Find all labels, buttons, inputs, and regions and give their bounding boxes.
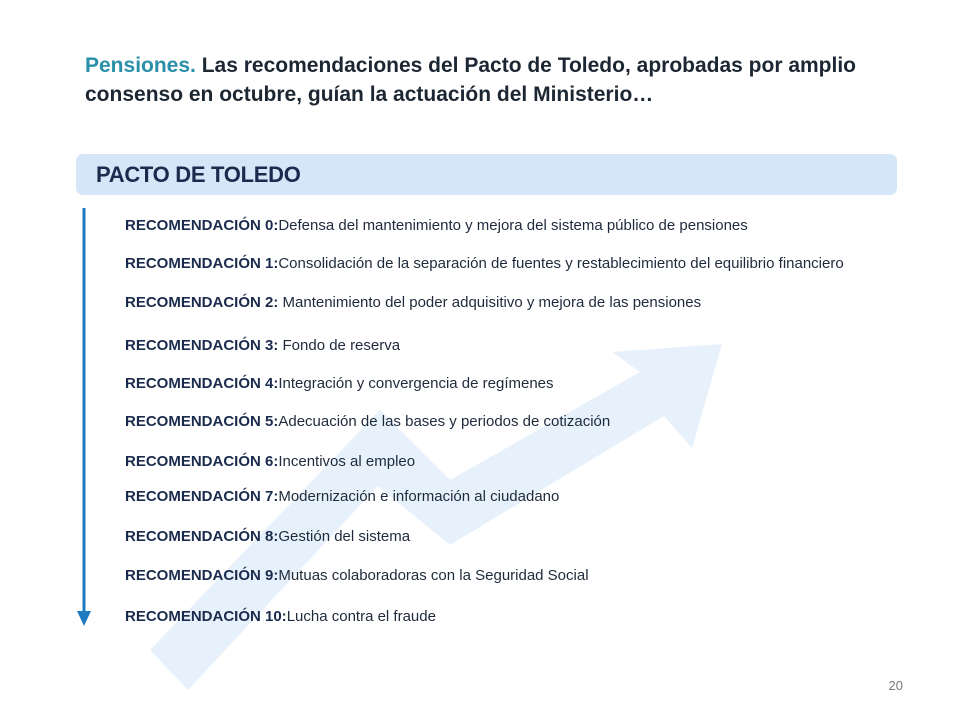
recommendation-label: RECOMENDACIÓN 1:: [125, 255, 279, 272]
recommendation-label: RECOMENDACIÓN 9:: [125, 567, 279, 584]
recommendation-label: RECOMENDACIÓN 8:: [125, 528, 279, 545]
recommendation-text: Mantenimiento del poder adquisitivo y mejora de las pensiones: [278, 294, 702, 311]
list-item-recommendation-0: [125, 216, 915, 236]
recommendation-label: RECOMENDACIÓN 7:: [125, 488, 279, 505]
list-item-recommendation-1: [125, 254, 915, 274]
recommendation-text: Gestión del sistema: [278, 528, 411, 545]
list-item-recommendation-6: [125, 452, 915, 472]
list-item-recommendation-9: [125, 566, 915, 586]
list-item-recommendation-4: [125, 374, 915, 394]
recommendation-text: Integración y convergencia de regímenes: [278, 375, 554, 392]
recommendation-label: RECOMENDACIÓN 3:: [125, 337, 279, 354]
recommendation-text: Consolidación de la separación de fuentes y restablecimiento del equilibrio financiero: [278, 255, 844, 272]
recommendation-label: RECOMENDACIÓN 10:: [125, 608, 287, 625]
recommendation-text: Defensa del mantenimiento y mejora del sistema público de pensiones: [278, 217, 748, 234]
recommendation-text: Modernización e información al ciudadano: [278, 488, 560, 505]
recommendation-label: RECOMENDACIÓN 4:: [125, 375, 279, 392]
recommendation-label: RECOMENDACIÓN 2:: [125, 294, 279, 311]
recommendation-text: Lucha contra el fraude: [286, 608, 436, 625]
headline-text: Las recomendaciones del Pacto de Toledo, aprobadas por amplio consenso en octubre, guían la actuación del Ministerio…: [85, 54, 857, 106]
list-item-recommendation-2: [125, 293, 915, 313]
list-item-recommendation-7: [125, 487, 915, 507]
recommendation-text: Adecuación de las bases y periodos de cotización: [278, 413, 611, 430]
list-item-recommendation-5: [125, 412, 915, 432]
headline-accent: Pensiones.: [85, 54, 196, 77]
recommendation-text: Mutuas colaboradoras con la Seguridad Social: [278, 567, 589, 584]
page-number: 20: [888, 678, 903, 693]
recommendation-text: Fondo de reserva: [278, 337, 401, 354]
recommendation-label: RECOMENDACIÓN 6:: [125, 453, 279, 470]
list-item-recommendation-3: [125, 336, 915, 356]
recommendation-text: Incentivos al empleo: [278, 453, 416, 470]
recommendation-label: RECOMENDACIÓN 5:: [125, 413, 279, 430]
list-item-recommendation-10: [125, 607, 915, 627]
list-item-recommendation-8: [125, 527, 915, 547]
recommendation-label: RECOMENDACIÓN 0:: [125, 217, 279, 234]
banner-title: PACTO DE TOLEDO: [96, 162, 301, 187]
